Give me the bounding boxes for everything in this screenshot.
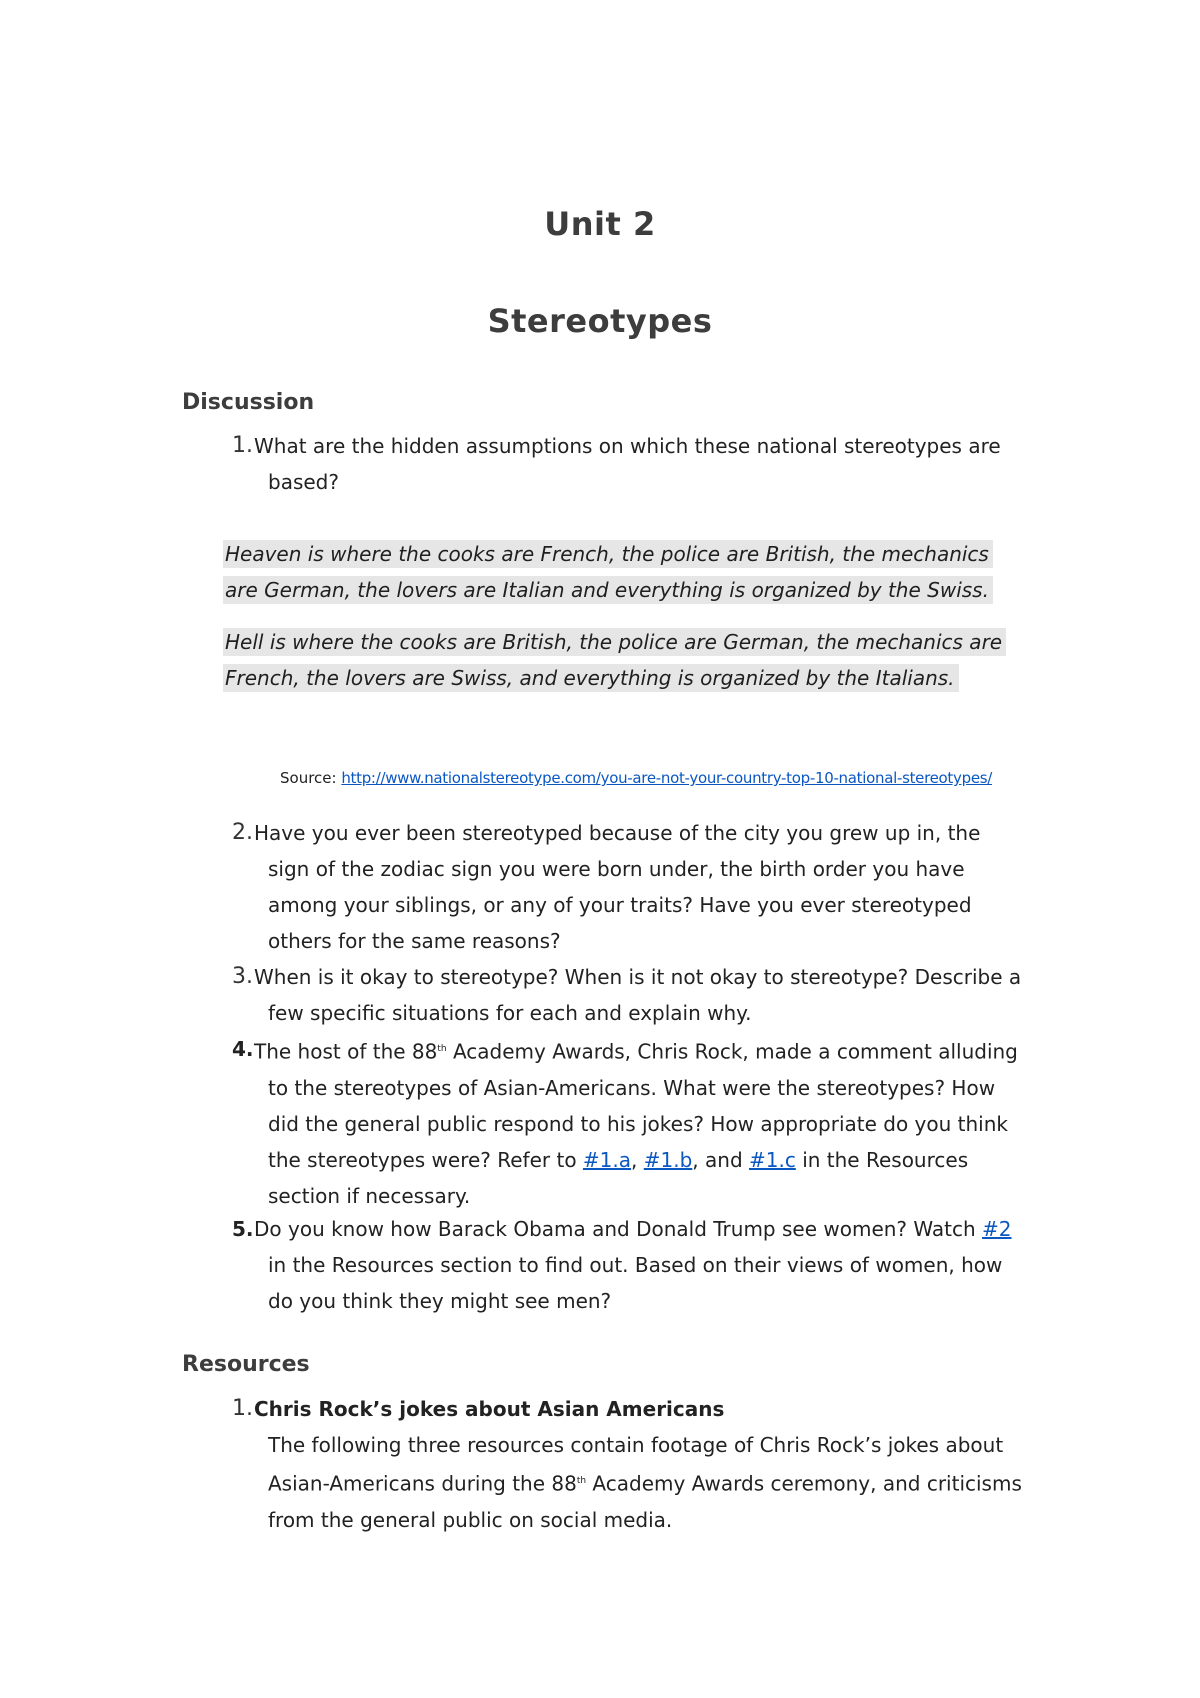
quote-text: Heaven is where the cooks are French, the police are British, the mechanics are German, the lovers are Italian and everything is organized by the Swiss. <box>223 540 993 604</box>
quote-text: Hell is where the cooks are British, the police are German, the mechanics are French, the lovers are Swiss, and everything is organized by the Italians. <box>223 628 1006 692</box>
source-label: Source: <box>280 769 342 787</box>
resource-1 <box>232 1391 1022 1538</box>
question-text-part: Do you know how Barack Obama and Donald Trump see women? Watch <box>254 1217 983 1241</box>
question-number: 1. <box>232 433 253 458</box>
question-text-part: in the Resources section to find out. Based on their views of women, how do you think they might see men? <box>268 1253 1003 1313</box>
link-separator: , <box>631 1147 644 1172</box>
question-text-part: in the Resources section if necessary. <box>268 1147 969 1208</box>
question-text <box>232 1211 1022 1319</box>
question-text-part: Academy Awards, Chris Rock, made a comment alluding to the stereotypes of Asian-Americans. What were the stereotypes? How did the general public respond to his jokes? How appropriate do you think the stereotypes were? Refer to <box>268 1039 1018 1172</box>
resource-title: Chris Rock’s jokes about Asian Americans <box>254 1397 725 1421</box>
question-number: 2. <box>232 820 253 845</box>
question-text <box>232 1031 1022 1214</box>
question-3 <box>232 959 1022 1031</box>
question-1 <box>232 428 1022 500</box>
question-2 <box>232 815 1022 959</box>
topic-title: Stereotypes <box>487 302 713 340</box>
question-number: 4. <box>232 1037 254 1061</box>
source-link[interactable]: http://www.nationalstereotype.com/you-are-not-your-country-top-10-national-stereotypes/ <box>341 769 993 787</box>
ordinal-suffix: th <box>437 1044 447 1054</box>
quote-heaven <box>223 536 1013 608</box>
resource-link-1c[interactable]: #1.c <box>749 1147 796 1172</box>
unit-title: Unit 2 <box>544 205 656 243</box>
discussion-heading: Discussion <box>182 390 315 415</box>
question-5 <box>232 1211 1022 1319</box>
question-text: What are the hidden assumptions on which these national stereotypes are based? <box>254 434 1001 494</box>
source-citation <box>280 769 992 787</box>
resource-description <box>232 1427 1022 1538</box>
resource-link-2[interactable]: #2 <box>982 1217 1012 1241</box>
question-text: When is it okay to stereotype? When is it not okay to stereotype? Describe a few specific situations for each and explain why. <box>254 965 1022 1025</box>
link-separator: , and <box>692 1147 749 1172</box>
resource-description-part: Academy Awards ceremony, and criticisms from the general public on social media. <box>268 1471 1022 1532</box>
resource-link-1a[interactable]: #1.a <box>582 1147 632 1172</box>
resources-heading: Resources <box>182 1352 310 1377</box>
ordinal-suffix: th <box>576 1476 587 1486</box>
resource-link-1b[interactable]: #1.b <box>643 1147 693 1172</box>
question-text-part: The host of the 88 <box>254 1039 438 1064</box>
quote-hell <box>223 624 1013 696</box>
question-4 <box>232 1031 1022 1214</box>
question-text: Have you ever been stereotyped because of the city you grew up in, the sign of the zodiac sign you were born under, the birth order you have among your siblings, or any of your traits? Have you ever stereotyped others for the same reasons? <box>254 821 981 953</box>
question-number: 5. <box>232 1217 254 1241</box>
question-number: 3. <box>232 964 253 989</box>
resource-description-part: The following three resources contain footage of Chris Rock’s jokes about Asian-Americans during the 88 <box>268 1433 1004 1496</box>
resource-number: 1. <box>232 1396 253 1421</box>
